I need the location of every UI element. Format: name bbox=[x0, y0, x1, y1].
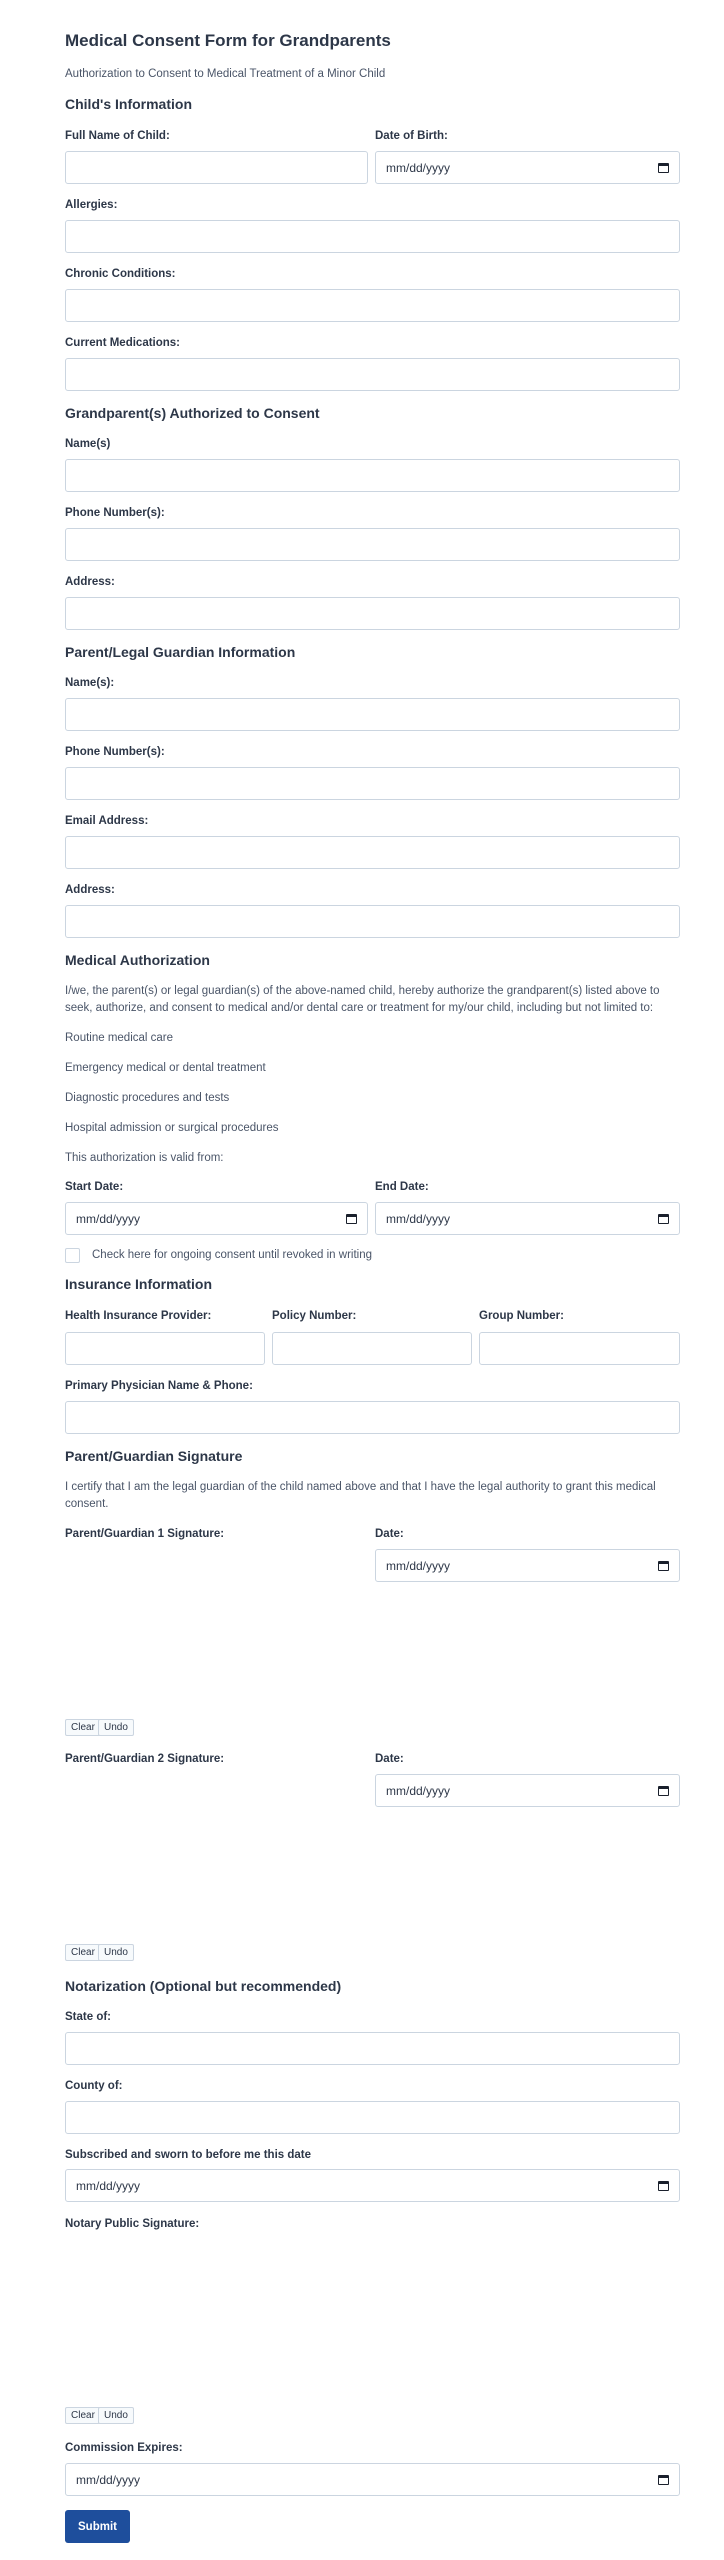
child-dob-label: Date of Birth: bbox=[375, 130, 448, 142]
county-input[interactable] bbox=[65, 2101, 680, 2134]
guardian-email-label: Email Address: bbox=[65, 815, 149, 827]
form-subtitle: Authorization to Consent to Medical Treatment of a Minor Child bbox=[65, 68, 386, 80]
guardian2-date-label: Date: bbox=[375, 1753, 404, 1765]
insurance-section-heading: Insurance Information bbox=[65, 1276, 213, 1292]
sworn-date-input[interactable] bbox=[65, 2169, 680, 2202]
date-placeholder: mm/dd/yyyy bbox=[76, 1211, 141, 1226]
grandparent-names-input[interactable] bbox=[65, 459, 680, 492]
state-input[interactable] bbox=[65, 2032, 680, 2065]
submit-button[interactable]: Submit bbox=[65, 2510, 130, 2543]
guardian-names-input[interactable] bbox=[65, 698, 680, 731]
policy-number-input[interactable] bbox=[272, 1332, 472, 1365]
medications-input[interactable] bbox=[65, 358, 680, 391]
chronic-conditions-input[interactable] bbox=[65, 289, 680, 322]
medications-label: Current Medications: bbox=[65, 337, 181, 349]
grandparent-address-input[interactable] bbox=[65, 597, 680, 630]
guardian1-date-label: Date: bbox=[375, 1528, 404, 1540]
notary-signature-pad[interactable] bbox=[65, 2239, 680, 2399]
authorization-item: Routine medical care bbox=[65, 1032, 174, 1044]
guardian-address-input[interactable] bbox=[65, 905, 680, 938]
authorization-section-heading: Medical Authorization bbox=[65, 952, 210, 968]
guardian2-date-input[interactable] bbox=[375, 1774, 680, 1807]
authorization-item: Emergency medical or dental treatment bbox=[65, 1062, 266, 1074]
start-date-label: Start Date: bbox=[65, 1181, 124, 1193]
physician-label: Primary Physician Name & Phone: bbox=[65, 1380, 253, 1392]
authorization-intro: I/we, the parent(s) or legal guardian(s) of the above-named child, hereby authorize the grandparent(s) listed above to seek, authorize, and consent to medical and/or dental care or treatment for my/our child, including but not limited to: bbox=[65, 985, 660, 1014]
calendar-icon[interactable] bbox=[658, 163, 669, 173]
chronic-conditions-label: Chronic Conditions: bbox=[65, 268, 176, 280]
policy-number-label: Policy Number: bbox=[272, 1310, 357, 1322]
authorization-valid-from: This authorization is valid from: bbox=[65, 1152, 224, 1164]
calendar-icon[interactable] bbox=[346, 1214, 357, 1224]
calendar-icon[interactable] bbox=[658, 2181, 669, 2191]
child-section-heading: Child's Information bbox=[65, 96, 192, 112]
grandparent-phones-input[interactable] bbox=[65, 528, 680, 561]
grandparent-names-label: Name(s) bbox=[65, 438, 111, 450]
grandparents-section-heading: Grandparent(s) Authorized to Consent bbox=[65, 405, 320, 421]
signature-section-heading: Parent/Guardian Signature bbox=[65, 1448, 243, 1464]
date-placeholder: mm/dd/yyyy bbox=[386, 160, 451, 175]
grandparent-address-label: Address: bbox=[65, 576, 115, 588]
insurance-provider-label: Health Insurance Provider: bbox=[65, 1310, 212, 1322]
guardian1-undo-button[interactable]: Undo bbox=[98, 1719, 134, 1736]
signature-certify-text: I certify that I am the legal guardian of the child named above and that I have the legal authority to grant this medical consent. bbox=[65, 1481, 656, 1510]
allergies-label: Allergies: bbox=[65, 199, 118, 211]
commission-expires-label: Commission Expires: bbox=[65, 2442, 183, 2454]
guardian-section-heading: Parent/Legal Guardian Information bbox=[65, 644, 296, 660]
notary-clear-button[interactable]: Clear bbox=[65, 2407, 101, 2424]
form-title: Medical Consent Form for Grandparents bbox=[65, 31, 391, 50]
grandparent-phones-label: Phone Number(s): bbox=[65, 507, 165, 519]
guardian1-signature-pad[interactable] bbox=[65, 1549, 368, 1709]
notary-undo-button[interactable]: Undo bbox=[98, 2407, 134, 2424]
date-placeholder: mm/dd/yyyy bbox=[386, 1783, 451, 1798]
guardian-address-label: Address: bbox=[65, 884, 115, 896]
group-number-input[interactable] bbox=[479, 1332, 680, 1365]
insurance-provider-input[interactable] bbox=[65, 1332, 265, 1365]
date-placeholder: mm/dd/yyyy bbox=[386, 1211, 451, 1226]
guardian2-undo-button[interactable]: Undo bbox=[98, 1944, 134, 1961]
authorization-item: Diagnostic procedures and tests bbox=[65, 1092, 230, 1104]
commission-expires-input[interactable] bbox=[65, 2463, 680, 2496]
guardian2-signature-label: Parent/Guardian 2 Signature: bbox=[65, 1753, 225, 1765]
guardian-names-label: Name(s): bbox=[65, 677, 115, 689]
date-placeholder: mm/dd/yyyy bbox=[76, 2178, 141, 2193]
end-date-label: End Date: bbox=[375, 1181, 429, 1193]
guardian2-signature-pad[interactable] bbox=[65, 1774, 368, 1934]
child-name-label: Full Name of Child: bbox=[65, 130, 170, 142]
date-placeholder: mm/dd/yyyy bbox=[386, 1558, 451, 1573]
calendar-icon[interactable] bbox=[658, 2475, 669, 2485]
guardian1-date-input[interactable] bbox=[375, 1549, 680, 1582]
notary-signature-label: Notary Public Signature: bbox=[65, 2218, 200, 2230]
state-label: State of: bbox=[65, 2011, 111, 2023]
start-date-input[interactable] bbox=[65, 1202, 368, 1235]
notary-section-heading: Notarization (Optional but recommended) bbox=[65, 1978, 342, 1994]
guardian1-signature-label: Parent/Guardian 1 Signature: bbox=[65, 1528, 225, 1540]
group-number-label: Group Number: bbox=[479, 1310, 564, 1322]
physician-input[interactable] bbox=[65, 1401, 680, 1434]
guardian-phones-input[interactable] bbox=[65, 767, 680, 800]
guardian1-clear-button[interactable]: Clear bbox=[65, 1719, 101, 1736]
child-name-input[interactable] bbox=[65, 151, 368, 184]
ongoing-consent-label: Check here for ongoing consent until revoked in writing bbox=[92, 1249, 372, 1261]
child-dob-input[interactable] bbox=[375, 151, 680, 184]
allergies-input[interactable] bbox=[65, 220, 680, 253]
guardian-phones-label: Phone Number(s): bbox=[65, 746, 165, 758]
calendar-icon[interactable] bbox=[658, 1786, 669, 1796]
ongoing-consent-checkbox[interactable] bbox=[65, 1248, 80, 1263]
calendar-icon[interactable] bbox=[658, 1561, 669, 1571]
end-date-input[interactable] bbox=[375, 1202, 680, 1235]
guardian-email-input[interactable] bbox=[65, 836, 680, 869]
guardian2-clear-button[interactable]: Clear bbox=[65, 1944, 101, 1961]
county-label: County of: bbox=[65, 2080, 123, 2092]
authorization-item: Hospital admission or surgical procedures bbox=[65, 1122, 279, 1134]
date-placeholder: mm/dd/yyyy bbox=[76, 2472, 141, 2487]
calendar-icon[interactable] bbox=[658, 1214, 669, 1224]
sworn-date-label: Subscribed and sworn to before me this date bbox=[65, 2149, 312, 2161]
